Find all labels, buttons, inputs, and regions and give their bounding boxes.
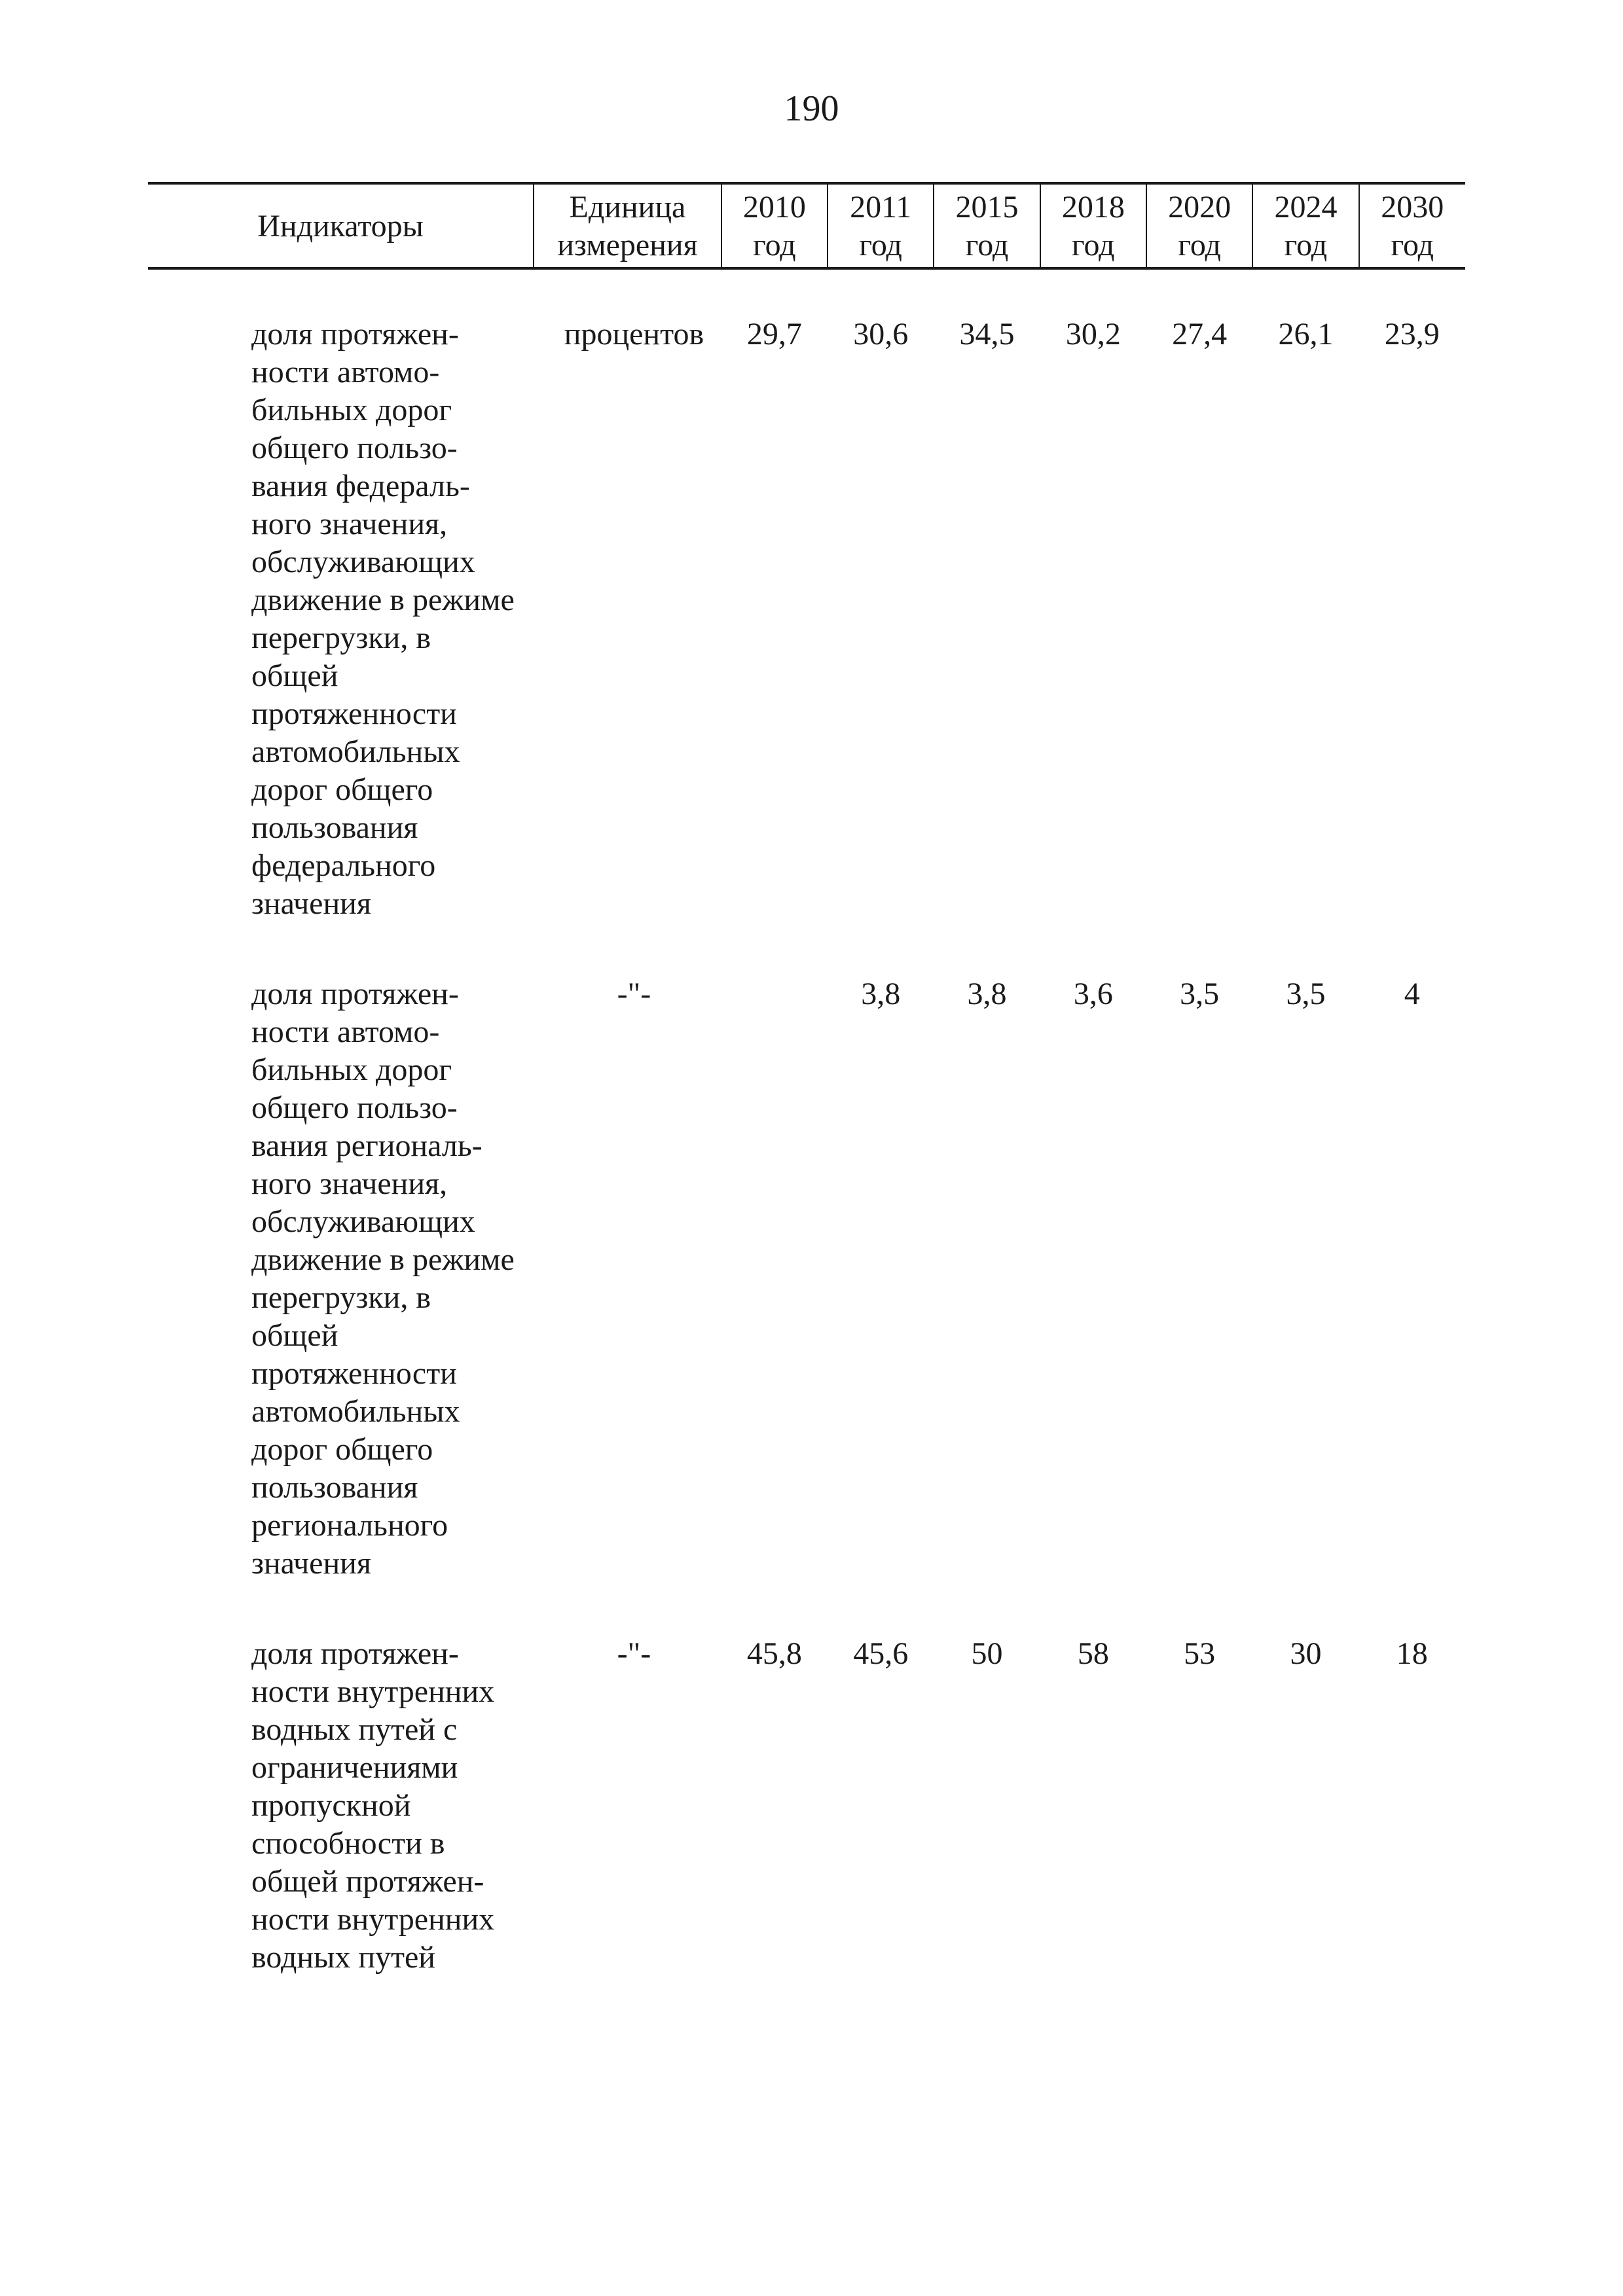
unit-cell: -"- [617,1636,651,1671]
value-cell-2011: 30,6 [853,317,909,351]
header-unit-line1: Единица [569,190,686,224]
header-year-number: 2015 [955,190,1019,224]
value-cell-2024: 30 [1290,1636,1322,1671]
value-cell-2015: 34,5 [959,317,1015,351]
table-row [148,315,1465,975]
value-cell-2024: 3,5 [1286,977,1326,1011]
header-year-number: 2018 [1061,190,1125,224]
header-unit [534,183,721,268]
header-year-2015 [934,183,1040,268]
table-row [148,975,1465,1635]
value-cell-2018: 58 [1077,1636,1109,1671]
header-year-word: год [965,228,1009,262]
indicator-cell: доля протяжен- ности автомо- бильных дорог общего пользо- вания федераль- ного значения, обслуживающих движение в режиме перегрузки, в общей протяженности автомобильных дорог общего пользования федерального значения [251,317,515,921]
table-row [148,1635,1465,2029]
table-spacer [148,268,1465,315]
value-cell-2015: 3,8 [967,977,1007,1011]
header-year-2018 [1040,183,1146,268]
value-cell-2011: 3,8 [861,977,901,1011]
header-year-word: год [753,228,796,262]
indicator-cell: доля протяжен- ности автомо- бильных дорог общего пользо- вания региональ- ного значения, обслуживающих движение в режиме перегрузки, в общей протяженности автомобильных дорог общего пользования регионального значения [251,977,515,1581]
value-cell-2030: 23,9 [1384,317,1440,351]
value-cell-2020: 53 [1184,1636,1216,1671]
value-cell-2030: 4 [1404,977,1420,1011]
header-year-word: год [1284,228,1328,262]
table-body [148,268,1465,2029]
header-indicators: Индикаторы [148,183,534,268]
header-year-2020 [1146,183,1252,268]
header-year-2030 [1359,183,1465,268]
header-year-number: 2024 [1274,190,1338,224]
value-cell-2010: 45,8 [746,1636,802,1671]
header-unit-line2: измерения [557,228,698,262]
unit-cell: -"- [617,977,651,1011]
value-cell-2018: 30,2 [1065,317,1121,351]
value-cell-2020: 27,4 [1172,317,1228,351]
unit-cell: процентов [564,317,704,351]
value-cell-2015: 50 [971,1636,1003,1671]
header-year-number: 2020 [1168,190,1231,224]
header-year-number: 2011 [850,190,912,224]
indicator-cell: доля протяжен- ности внутренних водных путей с ограничениями пропускной способности в общей протяжен- ности внутренних водных путей [251,1636,495,1975]
indicators-table [148,182,1465,2029]
header-year-word: год [1072,228,1115,262]
value-cell-2020: 3,5 [1180,977,1220,1011]
value-cell-2010: 29,7 [746,317,802,351]
header-year-number: 2030 [1381,190,1444,224]
header-year-number: 2010 [742,190,806,224]
value-cell-2018: 3,6 [1073,977,1113,1011]
header-year-2011 [828,183,934,268]
value-cell-2024: 26,1 [1278,317,1334,351]
value-cell-2011: 45,6 [853,1636,909,1671]
header-year-2010 [721,183,828,268]
header-year-word: год [1391,228,1434,262]
page-number: 190 [784,88,839,129]
table-header [148,183,1465,268]
value-cell-2010 [721,975,828,1635]
header-year-2024 [1252,183,1359,268]
header-year-word: год [1178,228,1221,262]
header-year-word: год [859,228,902,262]
value-cell-2030: 18 [1396,1636,1428,1671]
